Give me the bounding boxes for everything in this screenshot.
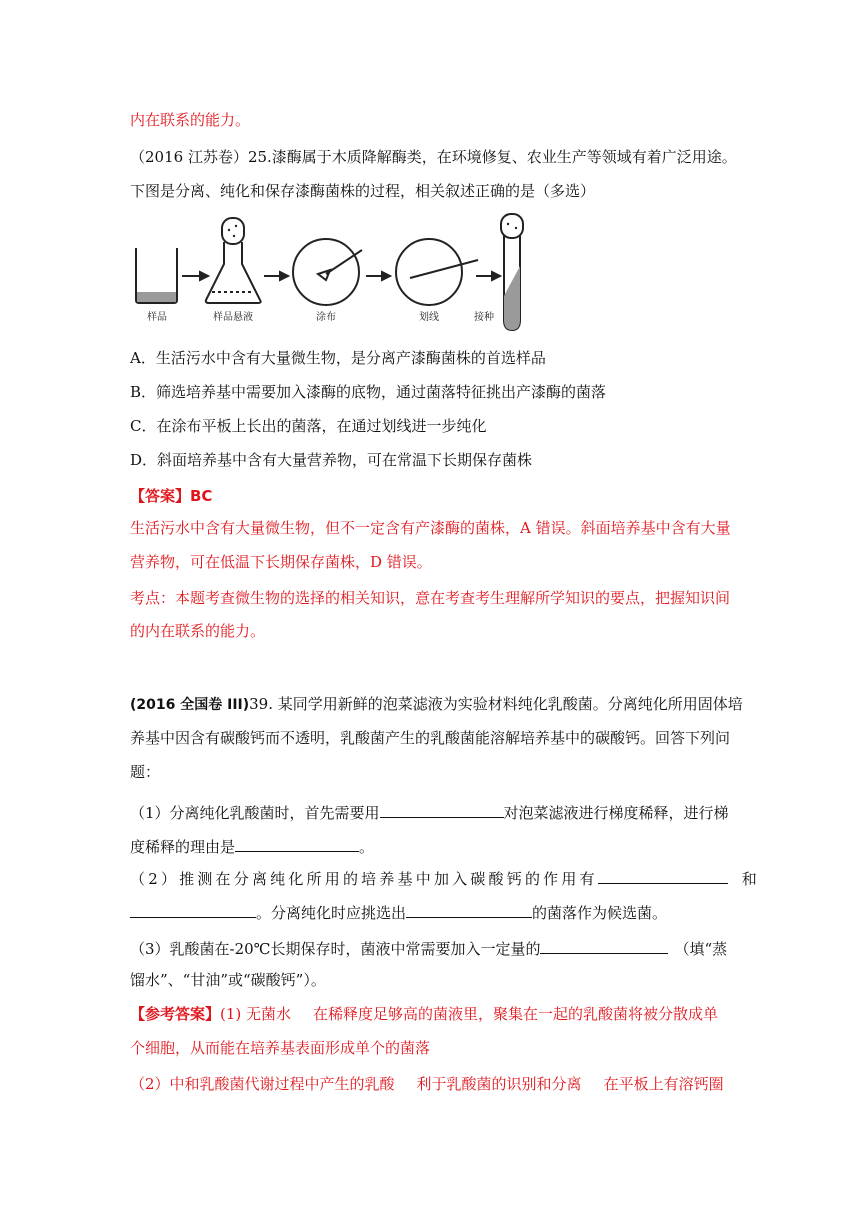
part-3-text-b: （填“蒸 — [674, 940, 728, 958]
part-3-line-1 — [130, 938, 730, 959]
part-2-line-2 — [130, 902, 730, 923]
answer-label: 【答案】BC — [130, 487, 213, 505]
figure-label-sample: 样品 — [147, 312, 167, 323]
answer-2a: （2）中和乳酸菌代谢过程中产生的乳酸 — [130, 1075, 395, 1093]
figure-label-spread: 涂布 — [316, 312, 336, 323]
answer-2b: 利于乳酸菌的识别和分离 — [416, 1075, 582, 1093]
option-b: B．筛选培养基中需要加入漆酶的底物，通过菌落特征挑出产漆酶的菌落 — [130, 383, 607, 401]
previous-question-tail: 内在联系的能力。 — [130, 111, 251, 129]
blank-3[interactable] — [598, 868, 728, 884]
question-39-stem-line-3: 题： — [130, 763, 161, 781]
question-39-stem-text: 39. 某同学用新鲜的泡菜滤液为实验材料纯化乳酸菌。分离纯化所用固体培 — [249, 695, 743, 713]
part-1-line-2 — [130, 836, 730, 857]
blank-6[interactable] — [540, 938, 668, 954]
blank-2[interactable] — [235, 836, 359, 852]
figure-label-inoculate: 接种 — [474, 312, 494, 323]
part-1-text-b: 对泡菜滤液进行梯度稀释，进行梯 — [503, 804, 729, 822]
part-1-text-d: 。 — [359, 838, 375, 856]
separation-process-figure — [130, 206, 530, 336]
part-1-text-c: 度稀释的理由是 — [130, 838, 236, 856]
answer-2c: 在平板上有溶钙圈 — [603, 1075, 724, 1093]
option-d: D．斜面培养基中含有大量营养物，可在常温下长期保存菌株 — [130, 451, 533, 469]
question-39-stem-line-1 — [130, 694, 743, 715]
part-2-line-1 — [130, 868, 757, 889]
question-25-stem-line-1: （2016 江苏卷）25.漆酶属于木质降解酶类，在环境修复、农业生产等领域有着广泛用途。 — [130, 148, 737, 166]
kaodian-line-2: 的内在联系的能力。 — [130, 622, 266, 640]
explanation-line-2: 营养物，可在低温下长期保存菌株，D 错误。 — [130, 553, 432, 571]
explanation-line-1: 生活污水中含有大量微生物，但不一定含有产漆酶的菌株，A 错误。斜面培养基中含有大量 — [130, 519, 731, 537]
option-c: C．在涂布平板上长出的菌落，在通过划线进一步纯化 — [130, 417, 487, 435]
part-1-text-a: （1）分离纯化乳酸菌时，首先需要用 — [130, 804, 380, 822]
blank-5[interactable] — [406, 902, 532, 918]
blank-1[interactable] — [380, 802, 504, 818]
blank-4[interactable] — [130, 902, 256, 918]
question-25-stem-line-2: 下图是分离、纯化和保存漆酶菌株的过程，相关叙述正确的是（多选） — [130, 182, 596, 200]
question-39-source: (2016 全国卷 III) — [130, 697, 250, 713]
part-1-line-1 — [130, 802, 730, 823]
reference-answer-line-1 — [130, 1004, 730, 1024]
kaodian-line-1: 考点：本题考查微生物的选择的相关知识，意在考查考生理解所学知识的要点，把握知识间 — [130, 589, 731, 607]
figure-label-streak: 划线 — [419, 312, 439, 323]
answer-1b: 在稀释度足够高的菌液里，聚集在一起的乳酸菌将被分散成单 — [313, 1005, 719, 1023]
part-2-text-b: 和 — [741, 870, 757, 888]
part-2-text-d: 的菌落作为候选菌。 — [532, 904, 668, 922]
reference-answer-label: 【参考答案】 — [130, 1005, 221, 1023]
part-2-text-c: 。分离纯化时应挑选出 — [256, 904, 407, 922]
part-3-text-a: （3）乳酸菌在-20℃长期保存时，菌液中常需要加入一定量的 — [130, 940, 541, 958]
part-2-text-a: （2）推测在分离纯化所用的培养基中加入碳酸钙的作用有 — [130, 870, 598, 888]
question-39-stem-line-2: 养基中因含有碳酸钙而不透明，乳酸菌产生的乳酸菌能溶解培养基中的碳酸钙。回答下列问 — [130, 729, 731, 747]
figure-label-suspension: 样品悬液 — [213, 312, 253, 323]
reference-answer-line-3 — [130, 1074, 730, 1094]
reference-answer-line-2: 个细胞，从而能在培养基表面形成单个的菌落 — [130, 1039, 431, 1057]
option-a: A．生活污水中含有大量微生物，是分离产漆酶菌株的首选样品 — [130, 349, 546, 367]
part-3-line-2: 馏水”、“甘油”或“碳酸钙”）。 — [130, 971, 326, 989]
flask-icon — [206, 242, 261, 303]
answer-1a: (1) 无菌水 — [220, 1005, 292, 1023]
